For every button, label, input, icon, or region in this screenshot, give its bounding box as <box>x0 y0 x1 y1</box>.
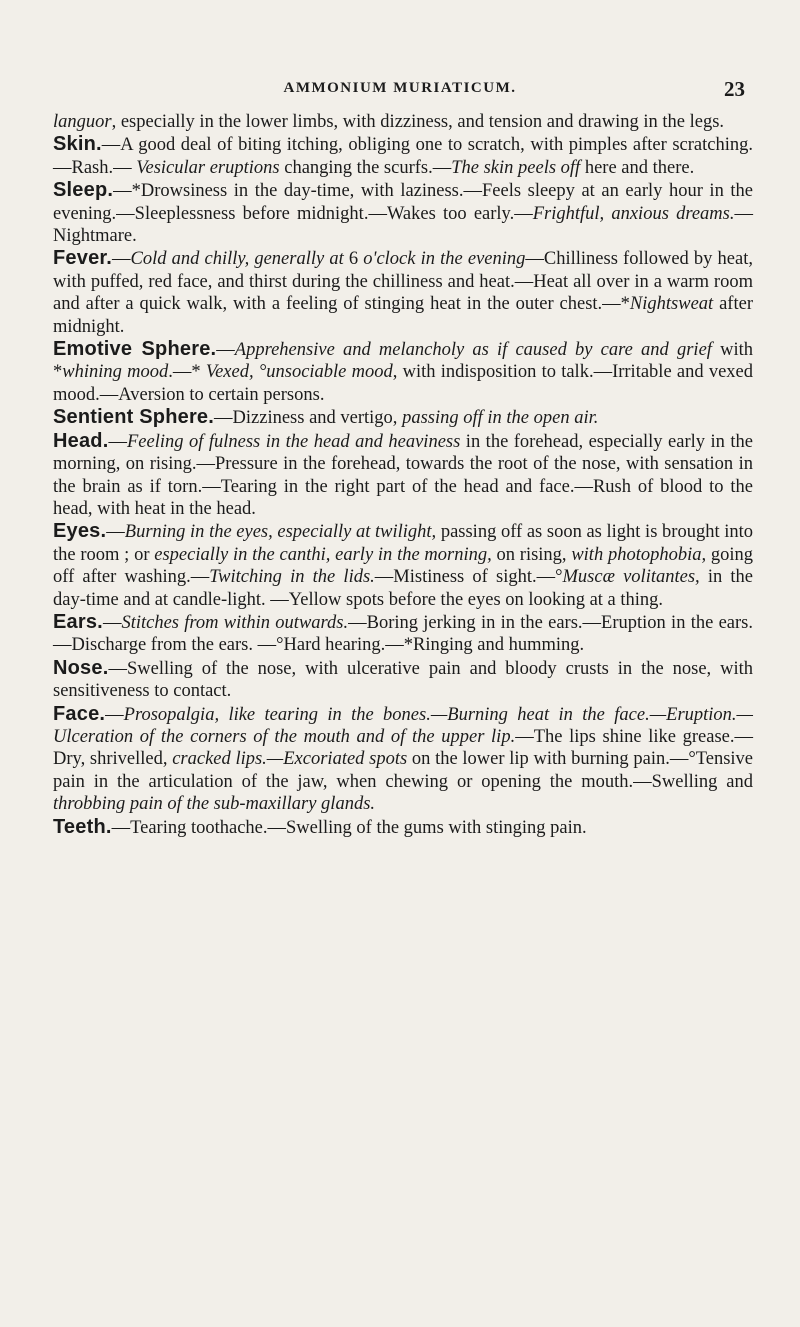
section-paragraph <box>53 703 753 816</box>
text-run: , with indisposition to talk.—Irritable and vexed mood.—Aversion to certain persons. <box>53 362 754 405</box>
text-run: 6 <box>343 249 364 270</box>
italic-text-run: Burning in the eyes, especially at twilight, <box>124 522 437 543</box>
text-run: with * <box>53 340 753 383</box>
section-paragraph <box>53 816 753 839</box>
italic-text-run: Vesicular eruptions <box>136 157 280 178</box>
text-run: , especially in the lower limbs, with dizziness, and tension and drawing in the legs. <box>111 112 725 132</box>
text-run: —Chilliness followed by heat, with puffed, red face, and thirst during the chilliness and heat.—Heat all over in a warm room and after a quick walk, with a feeling of stinging heat in the outer chest.—* <box>53 249 753 315</box>
text-run: on the lower lip with burning pain.—°Tensive pain in the articulation of the jaw, when chewing or opening the mouth.—Swelling and <box>53 749 753 792</box>
text-run: —*Drowsiness in the day-time, with laziness.—Feels sleepy at an early hour in the evening.—Sleeplessness before midnight.—Wakes too early.— <box>53 181 753 224</box>
section-paragraph <box>53 430 753 521</box>
section-paragraph <box>53 520 753 611</box>
text-run: changing the scurfs.— <box>279 157 452 178</box>
italic-text-run: Apprehensive and melancholy as if caused by care and grief <box>234 340 712 361</box>
section-paragraph <box>53 406 753 429</box>
italic-text-run: o'clock in the evening <box>363 249 526 270</box>
italic-text-run: languor <box>53 112 112 132</box>
section-heading: Head. <box>53 429 109 452</box>
text-run: in the day-time and at candle-light. —Yellow spots before the eyes on looking at a thing. <box>53 567 754 610</box>
text-run: passing off as soon as light is brought into the room ; or <box>53 522 753 565</box>
section-heading: Sleep. <box>53 179 114 202</box>
section-paragraph <box>53 338 753 406</box>
section-heading: Fever. <box>53 247 113 270</box>
text-run: .—* <box>168 362 206 383</box>
text-run: — <box>106 522 125 543</box>
text-run: —Boring jerking in in the ears.—Eruption in the ears.—Discharge from the ears. —°Hard hearing.—*Ringing and humming. <box>53 612 753 656</box>
text-run: —A good deal of biting itching, obliging one to scratch, with pimples after scratching.—Rash.— <box>53 135 753 178</box>
italic-text-run: Nightsweat <box>629 294 714 315</box>
italic-text-run: Muscæ volitantes, <box>562 567 700 588</box>
text-run: — <box>105 704 124 725</box>
section-paragraph <box>53 179 753 247</box>
text-run: in the forehead, especially early in the morning, on rising.—Pressure in the forehead, towards the root of the nose, with sensation in the brain as if torn.—Tearing in the right part of the head and face.—Rush of blood to the head, with heat in the head. <box>53 431 753 519</box>
text-run: — <box>112 249 131 270</box>
italic-text-run: passing off in the open air. <box>402 408 599 429</box>
text-run: —Swelling of the nose, with ulcerative pain and bloody crusts in the nose, with sensitiveness to contact. <box>53 658 753 702</box>
section-paragraph <box>53 111 753 133</box>
italic-text-run: Twitching in the lids. <box>209 567 375 588</box>
section-heading: Sentient Sphere. <box>53 406 215 429</box>
italic-text-run: whining mood <box>62 362 169 383</box>
running-title: AMMONIUM MURIATICUM. <box>283 80 517 96</box>
section-paragraph <box>53 133 753 179</box>
section-heading: Emotive Sphere. <box>53 338 217 361</box>
text-run: on rising, <box>491 544 572 565</box>
section-heading: Face. <box>53 702 106 725</box>
text-run: going off after washing.— <box>53 544 754 588</box>
italic-text-run: with photophobia, <box>571 544 707 565</box>
section-paragraph <box>53 611 753 657</box>
text-run: — <box>102 612 122 633</box>
page-number: 23 <box>724 77 745 101</box>
section-heading: Ears. <box>53 610 103 633</box>
text-run: —Nightmare. <box>53 203 753 247</box>
text-run: —Mistiness of sight.—° <box>374 567 563 588</box>
italic-text-run: Cold and chilly, generally at <box>130 249 344 270</box>
italic-text-run: throbbing pain of the sub-maxillary glands. <box>53 794 376 815</box>
section-paragraph <box>53 657 753 703</box>
italic-text-run: Frightful, anxious dreams. <box>532 203 735 224</box>
italic-text-run: Prosopalgia, like tearing in the bones.—Burning heat in the face.—Eruption.— Ulceration of the corners of the mouth and of the upper lip. <box>53 704 753 747</box>
italic-text-run: The skin peels off <box>451 157 581 178</box>
text-run: here and there. <box>580 157 695 178</box>
italic-text-run: Feeling of fulness in the head and heaviness <box>126 431 461 452</box>
text-run: after midnight. <box>53 294 753 337</box>
section-paragraph <box>53 247 753 338</box>
section-heading: Eyes. <box>53 520 107 543</box>
body-text <box>53 111 753 839</box>
section-heading: Nose. <box>53 656 109 679</box>
italic-text-run: Stitches from within outwards. <box>121 612 349 633</box>
text-run: — <box>108 431 127 452</box>
section-heading: Skin. <box>53 133 102 156</box>
italic-text-run: Vexed, °unsociable mood <box>205 362 393 383</box>
text-run: —Tearing toothache.—Swelling of the gums with stinging pain. <box>111 817 587 838</box>
section-heading: Teeth. <box>53 815 112 838</box>
text-run: — <box>216 340 235 361</box>
italic-text-run: especially in the canthi, early in the morning, <box>154 544 492 565</box>
italic-text-run: cracked lips.—Excoriated spots <box>172 749 408 770</box>
running-header <box>0 77 800 104</box>
text-run: —Dizziness and vertigo, <box>214 408 403 429</box>
text-run: —The lips shine like grease.—Dry, shrivelled, <box>53 726 753 770</box>
